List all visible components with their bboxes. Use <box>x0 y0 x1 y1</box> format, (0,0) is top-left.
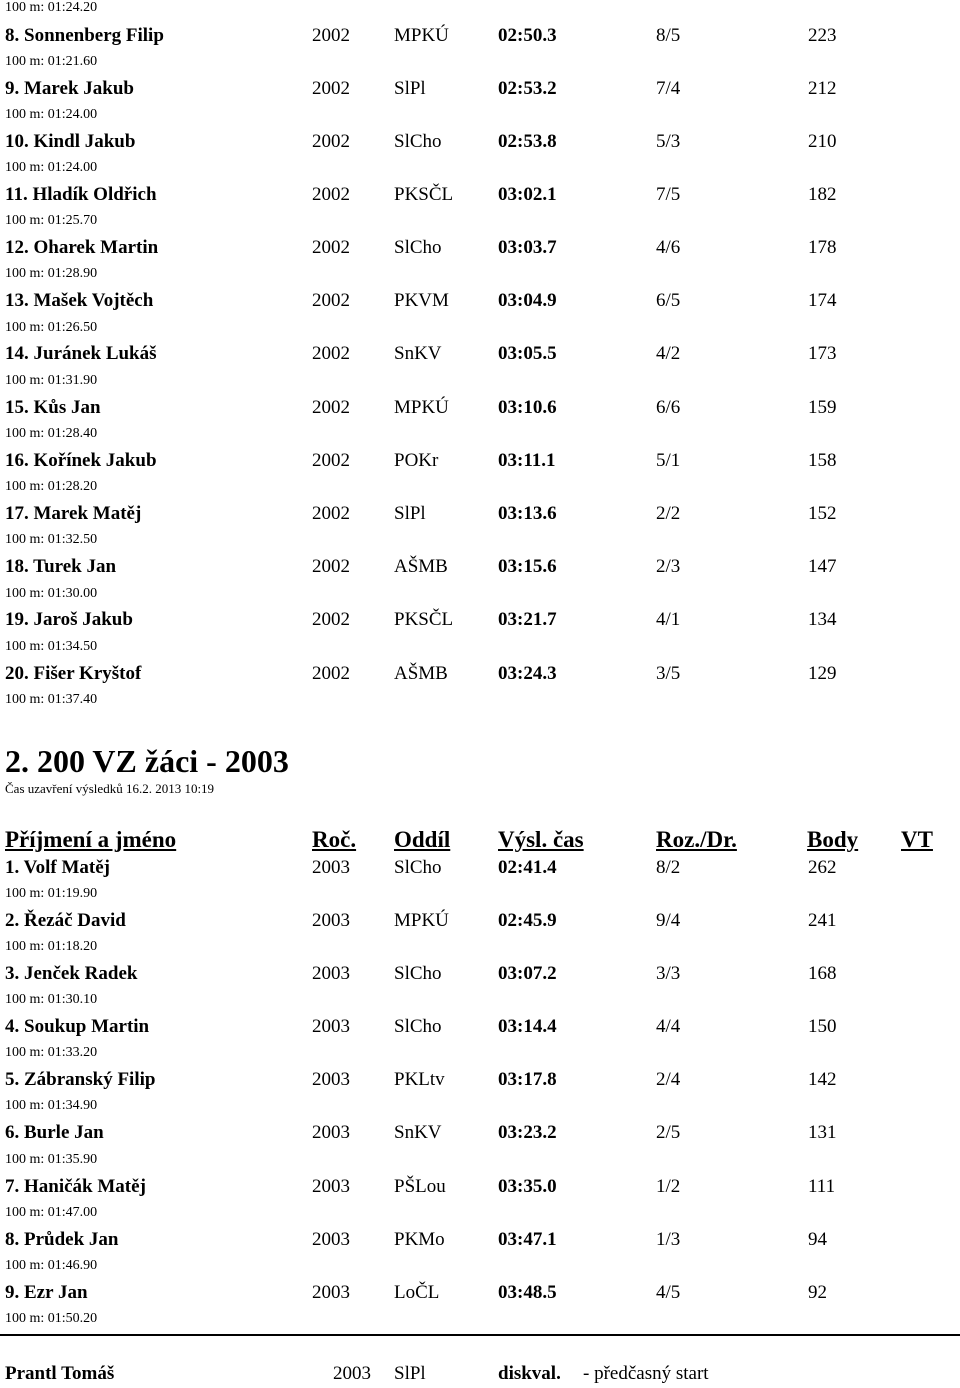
heat-lane: 8/5 <box>656 25 681 46</box>
result-time: 03:47.1 <box>498 1229 557 1250</box>
result-row <box>0 183 960 207</box>
swimmer-name: 12. Oharek Martin <box>5 237 159 258</box>
heat-lane: 5/3 <box>656 131 681 152</box>
heat-lane: 3/3 <box>656 963 681 984</box>
points: 223 <box>808 25 837 46</box>
result-row <box>0 856 960 880</box>
club: SlCho <box>394 237 442 258</box>
birth-year: 2002 <box>312 503 350 524</box>
club: SnKV <box>394 343 442 364</box>
swimmer-name: 3. Jenček Radek <box>5 963 138 984</box>
points: 174 <box>808 290 837 311</box>
club: LoČL <box>394 1282 440 1303</box>
result-row <box>0 1175 960 1199</box>
event-title: 2. 200 VZ žáci - 2003 <box>5 743 289 779</box>
swimmer-name: 8. Průdek Jan <box>5 1229 119 1250</box>
result-time: 03:13.6 <box>498 503 557 524</box>
swimmer-name: 8. Sonnenberg Filip <box>5 25 164 46</box>
birth-year: 2002 <box>312 663 350 684</box>
result-row <box>0 77 960 101</box>
heat-lane: 8/2 <box>656 857 681 878</box>
swimmer-name: 18. Turek Jan <box>5 556 117 577</box>
heat-lane: 2/4 <box>656 1069 681 1090</box>
points: 92 <box>808 1282 827 1303</box>
result-row <box>0 502 960 526</box>
result-time: 03:35.0 <box>498 1176 557 1197</box>
club: SlCho <box>394 131 442 152</box>
split-time: 100 m: 01:24.20 <box>5 0 98 15</box>
result-time: 03:11.1 <box>498 450 556 471</box>
heat-lane: 4/5 <box>656 1282 681 1303</box>
result-time: 02:53.2 <box>498 78 557 99</box>
heat-lane: 1/2 <box>656 1176 681 1197</box>
heat-lane: 4/1 <box>656 609 681 630</box>
result-time: 03:10.6 <box>498 397 557 418</box>
club: PKVM <box>394 290 449 311</box>
swimmer-name: 5. Zábranský Filip <box>5 1069 156 1090</box>
result-row <box>0 1228 960 1252</box>
birth-year: 2003 <box>312 1069 350 1090</box>
result-row <box>0 1281 960 1305</box>
result-time: 03:07.2 <box>498 963 557 984</box>
birth-year: 2003 <box>312 1016 350 1037</box>
swimmer-name: 9. Ezr Jan <box>5 1282 88 1303</box>
points: 150 <box>808 1016 837 1037</box>
result-time: 02:41.4 <box>498 857 557 878</box>
points: 173 <box>808 343 837 364</box>
club: PŠLou <box>394 1176 446 1197</box>
birth-year: 2002 <box>312 609 350 630</box>
split-time: 100 m: 01:47.00 <box>5 1205 98 1220</box>
result-row <box>0 24 960 48</box>
birth-year: 2003 <box>312 1229 350 1250</box>
split-time: 100 m: 01:25.70 <box>5 213 98 228</box>
split-time: 100 m: 01:28.40 <box>5 426 98 441</box>
points: 94 <box>808 1229 827 1250</box>
dq-status: diskval. <box>498 1363 561 1384</box>
swimmer-name: 10. Kindl Jakub <box>5 131 136 152</box>
split-time: 100 m: 01:24.00 <box>5 107 98 122</box>
result-time: 02:45.9 <box>498 910 557 931</box>
club: SlCho <box>394 963 442 984</box>
swimmer-name: 7. Haničák Matěj <box>5 1176 146 1197</box>
result-time: 02:53.8 <box>498 131 557 152</box>
result-time: 03:03.7 <box>498 237 557 258</box>
result-time: 03:17.8 <box>498 1069 557 1090</box>
swimmer-name: 19. Jaroš Jakub <box>5 609 133 630</box>
heat-lane: 2/5 <box>656 1122 681 1143</box>
split-time: 100 m: 01:50.20 <box>5 1311 98 1326</box>
heat-lane: 1/3 <box>656 1229 681 1250</box>
split-time: 100 m: 01:30.00 <box>5 586 98 601</box>
split-time: 100 m: 01:37.40 <box>5 692 98 707</box>
birth-year: 2003 <box>312 1122 350 1143</box>
result-row <box>0 909 960 933</box>
birth-year: 2003 <box>312 963 350 984</box>
result-row <box>0 236 960 260</box>
club: PKMo <box>394 1229 445 1250</box>
points: 262 <box>808 857 837 878</box>
header-vt: VT <box>901 827 933 852</box>
result-row <box>0 962 960 986</box>
split-time: 100 m: 01:28.20 <box>5 479 98 494</box>
swimmer-name: 11. Hladík Oldřich <box>5 184 157 205</box>
birth-year: 2002 <box>312 450 350 471</box>
points: 142 <box>808 1069 837 1090</box>
heat-lane: 9/4 <box>656 910 681 931</box>
split-time: 100 m: 01:32.50 <box>5 532 98 547</box>
birth-year: 2003 <box>312 1176 350 1197</box>
points: 168 <box>808 963 837 984</box>
result-row <box>0 662 960 686</box>
split-time: 100 m: 01:33.20 <box>5 1045 98 1060</box>
header-heat: Roz./Dr. <box>656 827 737 852</box>
club: AŠMB <box>394 556 448 577</box>
swimmer-name: 9. Marek Jakub <box>5 78 134 99</box>
swimmer-name: 17. Marek Matěj <box>5 503 142 524</box>
dq-reason: - předčasný start <box>583 1363 709 1384</box>
club: POKr <box>394 450 439 471</box>
birth-year: 2002 <box>312 290 350 311</box>
points: 178 <box>808 237 837 258</box>
result-row <box>0 1068 960 1092</box>
header-points: Body <box>807 827 859 852</box>
swimmer-name: 13. Mašek Vojtěch <box>5 290 154 311</box>
points: 182 <box>808 184 837 205</box>
swimmer-name: 6. Burle Jan <box>5 1122 104 1143</box>
birth-year: 2003 <box>312 910 350 931</box>
birth-year: 2003 <box>312 1282 350 1303</box>
heat-lane: 6/6 <box>656 397 681 418</box>
birth-year: 2002 <box>312 237 350 258</box>
club: PKSČL <box>394 184 454 205</box>
header-year: Roč. <box>312 827 357 852</box>
swimmer-name: 20. Fišer Kryštof <box>5 663 142 684</box>
header-name: Příjmení a jméno <box>5 827 177 852</box>
heat-lane: 2/3 <box>656 556 681 577</box>
points: 212 <box>808 78 837 99</box>
result-time: 03:15.6 <box>498 556 557 577</box>
split-time: 100 m: 01:21.60 <box>5 54 98 69</box>
club: MPKÚ <box>394 397 449 418</box>
divider <box>0 1334 960 1336</box>
points: 134 <box>808 609 837 630</box>
split-time: 100 m: 01:34.90 <box>5 1098 98 1113</box>
split-time: 100 m: 01:19.90 <box>5 886 98 901</box>
birth-year: 2002 <box>312 184 350 205</box>
club: SlCho <box>394 857 442 878</box>
points: 131 <box>808 1122 837 1143</box>
result-time: 02:50.3 <box>498 25 557 46</box>
result-time: 03:48.5 <box>498 1282 557 1303</box>
result-row <box>0 342 960 366</box>
swimmer-name: Prantl Tomáš <box>5 1363 115 1384</box>
birth-year: 2002 <box>312 131 350 152</box>
split-time: 100 m: 01:24.00 <box>5 160 98 175</box>
heat-lane: 5/1 <box>656 450 681 471</box>
club: SlCho <box>394 1016 442 1037</box>
result-row <box>0 396 960 420</box>
result-time: 03:02.1 <box>498 184 557 205</box>
heat-lane: 4/4 <box>656 1016 681 1037</box>
header-time: Výsl. čas <box>498 827 584 852</box>
result-row <box>0 1121 960 1145</box>
result-time: 03:14.4 <box>498 1016 557 1037</box>
heat-lane: 4/2 <box>656 343 681 364</box>
club: PKLtv <box>394 1069 445 1090</box>
result-time: 03:23.2 <box>498 1122 557 1143</box>
result-time: 03:05.5 <box>498 343 557 364</box>
points: 147 <box>808 556 837 577</box>
split-time: 100 m: 01:34.50 <box>5 639 98 654</box>
heat-lane: 6/5 <box>656 290 681 311</box>
birth-year: 2002 <box>312 25 350 46</box>
result-time: 03:21.7 <box>498 609 557 630</box>
heat-lane: 2/2 <box>656 503 681 524</box>
points: 158 <box>808 450 837 471</box>
birth-year: 2003 <box>312 857 350 878</box>
swimmer-name: 2. Řezáč David <box>5 910 126 931</box>
split-time: 100 m: 01:46.90 <box>5 1258 98 1273</box>
birth-year: 2002 <box>312 556 350 577</box>
disqualified-row <box>0 1362 960 1386</box>
heat-lane: 7/5 <box>656 184 681 205</box>
swimmer-name: 16. Kořínek Jakub <box>5 450 157 471</box>
split-time: 100 m: 01:28.90 <box>5 266 98 281</box>
points: 241 <box>808 910 837 931</box>
result-time: 03:04.9 <box>498 290 557 311</box>
birth-year: 2002 <box>312 343 350 364</box>
result-row <box>0 555 960 579</box>
swimmer-name: 4. Soukup Martin <box>5 1016 150 1037</box>
club: MPKÚ <box>394 25 449 46</box>
swimmer-name: 14. Juránek Lukáš <box>5 343 157 364</box>
split-time: 100 m: 01:30.10 <box>5 992 98 1007</box>
result-row <box>0 449 960 473</box>
split-time: 100 m: 01:31.90 <box>5 373 98 388</box>
result-row <box>0 289 960 313</box>
results-closed-time: Čas uzavření výsledků 16.2. 2013 10:19 <box>5 781 215 796</box>
birth-year: 2002 <box>312 78 350 99</box>
result-time: 03:24.3 <box>498 663 557 684</box>
club: SnKV <box>394 1122 442 1143</box>
heat-lane: 4/6 <box>656 237 681 258</box>
result-row <box>0 130 960 154</box>
swimmer-name: 15. Kůs Jan <box>5 397 101 418</box>
club: MPKÚ <box>394 910 449 931</box>
club: SlPl <box>394 78 426 99</box>
swimmer-name: 1. Volf Matěj <box>5 857 111 878</box>
club: SlPl <box>394 503 426 524</box>
points: 210 <box>808 131 837 152</box>
points: 159 <box>808 397 837 418</box>
birth-year: 2002 <box>312 397 350 418</box>
split-time: 100 m: 01:26.50 <box>5 320 98 335</box>
club: PKSČL <box>394 609 454 630</box>
points: 111 <box>808 1176 836 1197</box>
heat-lane: 3/5 <box>656 663 681 684</box>
header-club: Oddíl <box>394 827 451 852</box>
club: AŠMB <box>394 663 448 684</box>
points: 152 <box>808 503 837 524</box>
split-time: 100 m: 01:35.90 <box>5 1152 98 1167</box>
points: 129 <box>808 663 837 684</box>
result-row <box>0 608 960 632</box>
heat-lane: 7/4 <box>656 78 681 99</box>
birth-year: 2003 <box>333 1363 371 1384</box>
result-row <box>0 1015 960 1039</box>
split-time: 100 m: 01:18.20 <box>5 939 98 954</box>
club: SlPl <box>394 1363 426 1384</box>
